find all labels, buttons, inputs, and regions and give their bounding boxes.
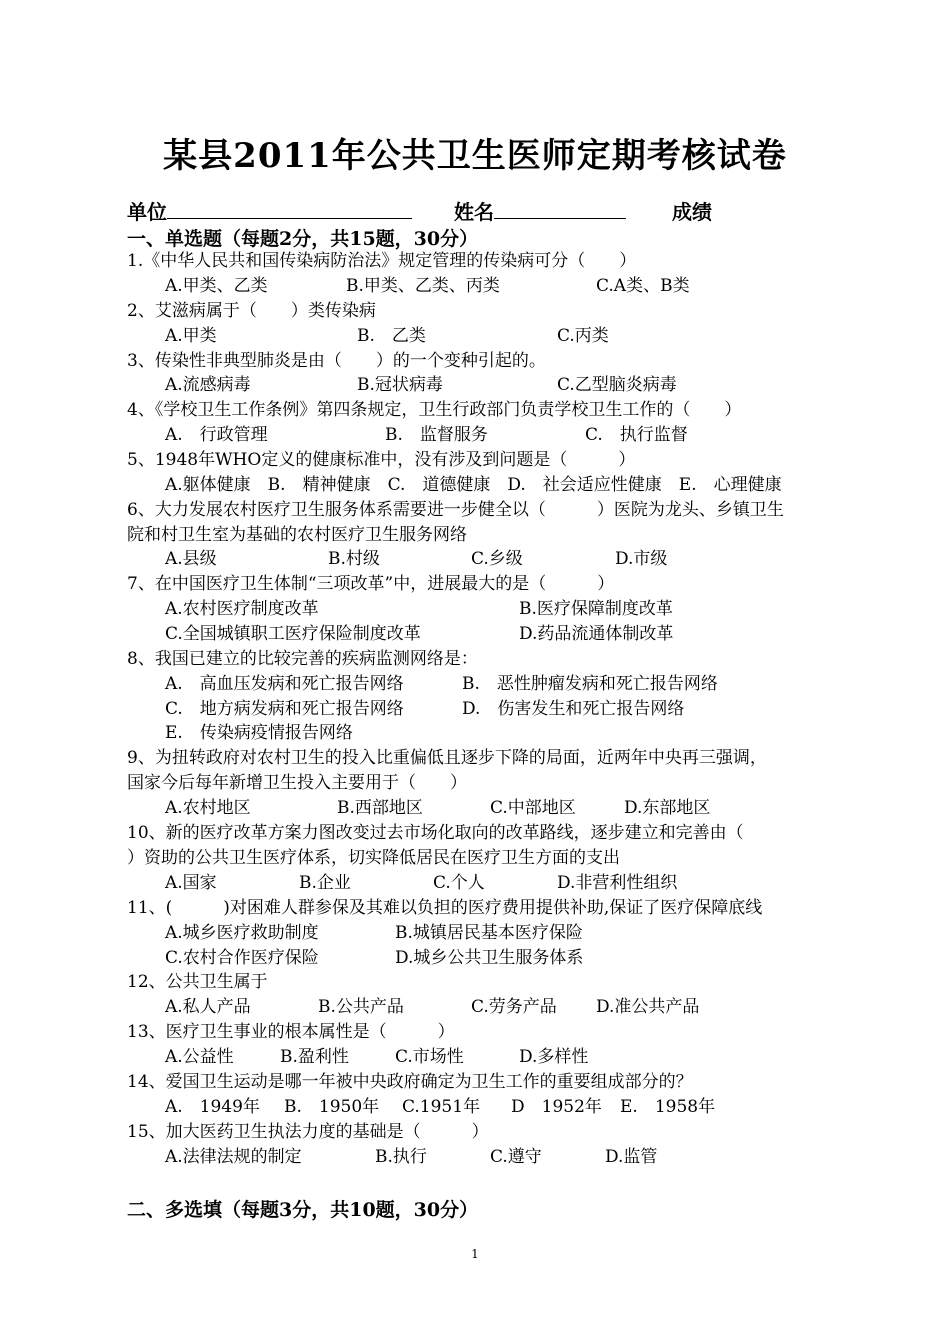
option: B.公共产品	[318, 997, 404, 1017]
option: D.东部地区	[624, 798, 711, 818]
option: A.农村地区	[165, 798, 251, 818]
question-5: 5、1948年WHO定义的健康标准中，没有涉及到问题是（ ）	[127, 450, 636, 470]
option: B.甲类、乙类、丙类	[346, 276, 500, 296]
option: C.遵守	[490, 1147, 542, 1167]
option: A. 1949年	[165, 1097, 260, 1117]
option: C.农村合作医疗保险	[165, 948, 319, 968]
unit-blank[interactable]	[167, 198, 412, 219]
option: C.乙型脑炎病毒	[557, 375, 677, 395]
option: C.中部地区	[490, 798, 576, 818]
option: C. 执行监督	[585, 425, 688, 445]
option: A. 高血压发病和死亡报告网络	[165, 674, 404, 694]
option: A.县级	[165, 549, 217, 569]
question-4: 4、《学校卫生工作条例》第四条规定，卫生行政部门负责学校卫生工作的（ ）	[127, 400, 742, 420]
option: C.个人	[433, 873, 485, 893]
option: A.城乡医疗救助制度	[165, 923, 319, 943]
option: B. 监督服务	[385, 425, 488, 445]
option: D. 伤害发生和死亡报告网络	[462, 699, 685, 719]
option: A.法律法规的制定	[165, 1147, 302, 1167]
name-blank[interactable]	[494, 198, 626, 219]
option: A. 行政管理	[165, 425, 268, 445]
option: A.甲类	[165, 326, 217, 346]
question-6: 6、大力发展农村医疗卫生服务体系需要进一步健全以（ ）医院为龙头、乡镇卫生	[127, 500, 784, 520]
option: D.药品流通体制改革	[519, 624, 674, 644]
option: A.农村医疗制度改革	[165, 599, 319, 619]
option: D.多样性	[519, 1047, 589, 1067]
option: D.非营利性组织	[557, 873, 678, 893]
section-1-heading: 一、单选题（每题2分，共15题，30分）	[127, 228, 479, 250]
question-13: 13、医疗卫生事业的根本属性是（ ）	[127, 1022, 455, 1042]
option: B.冠状病毒	[357, 375, 443, 395]
question-14: 14、爱国卫生运动是哪一年被中央政府确定为卫生工作的重要组成部分的？	[127, 1072, 693, 1092]
question-1: 1.《中华人民共和国传染病防治法》规定管理的传染病可分（ ）	[127, 251, 637, 271]
option: B.医疗保障制度改革	[519, 599, 673, 619]
question-12: 12、公共卫生属于	[127, 972, 268, 992]
option: A.公益性	[165, 1047, 234, 1067]
question-9-cont: 国家今后每年新增卫生投入主要用于（ ）	[127, 773, 467, 793]
option: B. 1950年	[284, 1097, 380, 1117]
name-label: 姓名	[454, 200, 494, 224]
option: C.丙类	[557, 326, 609, 346]
question-2: 2、艾滋病属于（ ）类传染病	[127, 301, 376, 321]
question-3: 3、传染性非典型肺炎是由（ ）的一个变种引起的。	[127, 351, 546, 371]
option: C.1951年	[402, 1097, 481, 1117]
option: B.盈利性	[280, 1047, 349, 1067]
option: B. 乙类	[357, 326, 426, 346]
option: A.甲类、乙类	[165, 276, 268, 296]
option: A.国家	[165, 873, 217, 893]
option: D.监管	[605, 1147, 658, 1167]
question-8: 8、我国已建立的比较完善的疾病监测网络是：	[127, 649, 478, 669]
question-15: 15、加大医药卫生执法力度的基础是（ ）	[127, 1122, 489, 1142]
option: A.私人产品	[165, 997, 251, 1017]
option: D 1952年	[511, 1097, 602, 1117]
question-7: 7、在中国医疗卫生体制“三项改革”中，进展最大的是（ ）	[127, 574, 615, 594]
question-11: 11、( )对困难人群参保及其难以负担的医疗费用提供补助,保证了医疗保障底线	[127, 898, 763, 918]
option: C.市场性	[395, 1047, 464, 1067]
option: C.乡级	[471, 549, 523, 569]
question-6-cont: 院和村卫生室为基础的农村医疗卫生服务网络	[127, 525, 467, 545]
option: B.城镇居民基本医疗保险	[395, 923, 583, 943]
question-10-cont: ）资助的公共卫生医疗体系，切实降低居民在医疗卫生方面的支出	[127, 848, 620, 868]
page-number: 1	[471, 1247, 479, 1261]
option: C.劳务产品	[471, 997, 557, 1017]
score-label: 成绩	[672, 200, 712, 224]
unit-label: 单位	[127, 200, 167, 224]
option: B. 恶性肿瘤发病和死亡报告网络	[462, 674, 718, 694]
option: B.村级	[328, 549, 380, 569]
page-title: 某县2011年公共卫生医师定期考核试卷	[163, 136, 787, 176]
option: C.全国城镇职工医疗保险制度改革	[165, 624, 421, 644]
option: D.准公共产品	[596, 997, 700, 1017]
question-10: 10、新的医疗改革方案力图改变过去市场化取向的改革路线，逐步建立和完善由（	[127, 823, 744, 843]
option: B.企业	[299, 873, 351, 893]
option: E. 1958年	[620, 1097, 716, 1117]
section-2-heading: 二、多选填（每题3分，共10题，30分）	[127, 1199, 479, 1221]
option: B.执行	[375, 1147, 427, 1167]
option: A.躯体健康 B. 精神健康 C. 道德健康 D. 社会适应性健康 E. 心理健康	[165, 475, 782, 495]
exam-header	[127, 196, 712, 225]
option: D.市级	[615, 549, 668, 569]
question-9: 9、为扭转政府对农村卫生的投入比重偏低且逐步下降的局面，近两年中央再三强调，	[127, 748, 767, 768]
option: C. 地方病发病和死亡报告网络	[165, 699, 404, 719]
option: D.城乡公共卫生服务体系	[395, 948, 584, 968]
option: E. 传染病疫情报告网络	[165, 723, 353, 743]
option: A.流感病毒	[165, 375, 251, 395]
option: C.A类、B类	[596, 276, 690, 296]
option: B.西部地区	[337, 798, 423, 818]
